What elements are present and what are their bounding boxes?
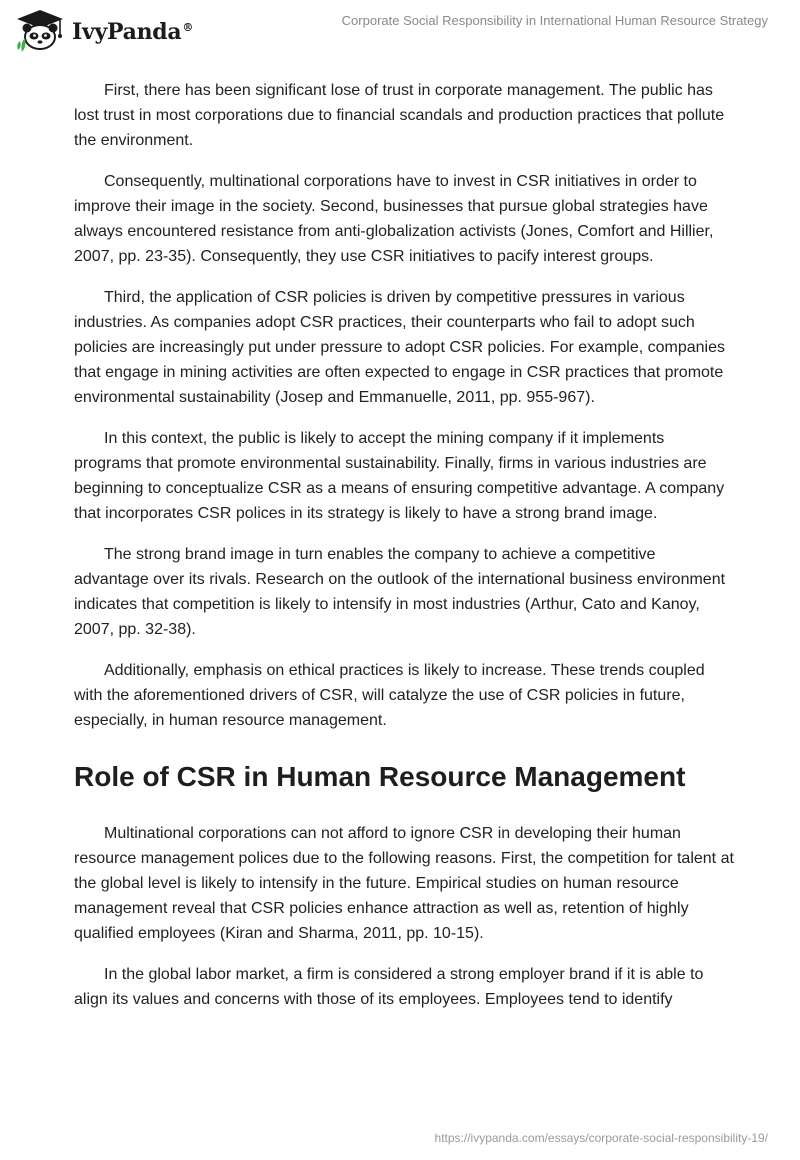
paragraph: First, there has been significant lose of trust in corporate management. The public has lost trust in most corporations due to financial scandals and production practices that pollute the environment. [74, 82, 725, 149]
running-title: Corporate Social Responsibility in International Human Resource Strategy [341, 13, 768, 28]
page-header [0, 0, 800, 70]
paragraph: In the global labor market, a firm is considered a strong employer brand if it is able to align its values and concerns with those of its employees. Employees tend to identify [74, 966, 704, 1008]
section-heading: Role of CSR in Human Resource Management [74, 761, 686, 792]
paragraph: Additionally, emphasis on ethical practices is likely to increase. These trends coupled with the aforementioned drivers of CSR, will catalyze the use of CSR policies in future, especially, in human resource management. [74, 662, 705, 729]
paragraph: Third, the application of CSR policies is driven by competitive pressures in various industries. As companies adopt CSR practices, their counterparts who fail to adopt such policies are increasingly put under pressure to adopt CSR policies. For example, companies that engage in mining activities are often expected to engage in CSR practices that promote environmental sustainability (Josep and Emmanuelle, 2011, pp. 955-967). [74, 289, 725, 406]
ivypanda-logo[interactable] [14, 8, 193, 52]
paragraph: Multinational corporations can not afford to ignore CSR in developing their human resource management polices due to the following reasons. First, the competition for talent at the global level is likely to intensify in the future. Empirical studies on human resource management reveal that CSR policies enhance attraction as well as, retention of highly qualified employees (Kiran and Sharma, 2011, pp. 10-15). [74, 825, 734, 942]
source-url[interactable]: https://ivypanda.com/essays/corporate-social-responsibility-19/ [434, 1131, 768, 1145]
brand-name: IvyPanda® [72, 19, 194, 45]
paragraph: Consequently, multinational corporations have to invest in CSR initiatives in order to improve their image in the society. Second, businesses that pursue global strategies have always encountered resistance from anti-globalization activists (Jones, Comfort and Hillier, 2007, pp. 23-35). Consequently, they use CSR initiatives to pacify interest groups. [74, 173, 714, 265]
panda-graduate-icon [14, 8, 66, 52]
paragraph: In this context, the public is likely to accept the mining company if it implements programs that promote environmental sustainability. Finally, firms in various industries are beginning to conceptualize CSR as a means of ensuring competitive advantage. A company that incorporates CSR polices in its strategy is likely to have a strong brand image. [74, 430, 725, 522]
paragraph: The strong brand image in turn enables the company to achieve a competitive advantage over its rivals. Research on the outlook of the international business environment indicates that competition is likely to intensify in most industries (Arthur, Cato and Kanoy, 2007, pp. 32-38). [74, 546, 726, 638]
essay-body [74, 78, 734, 1028]
